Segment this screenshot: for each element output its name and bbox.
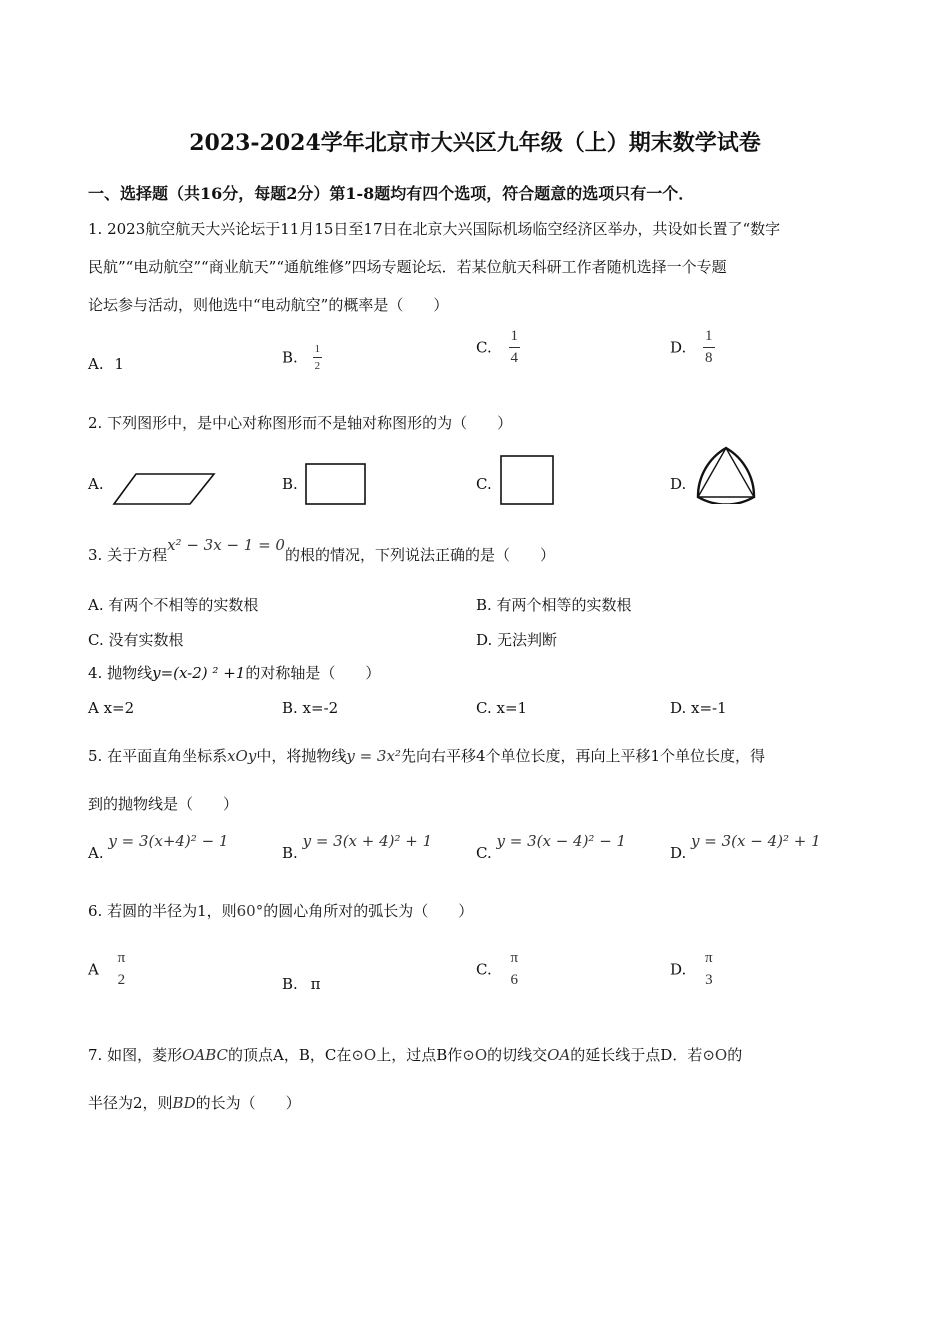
q2-option-c-label: C. — [476, 475, 492, 493]
fraction-denominator: 6 — [510, 972, 519, 988]
q7-text-d: 的切线交 — [487, 1046, 548, 1064]
q4-option-b: B. x=-2 — [282, 699, 339, 717]
fraction-bar — [509, 347, 521, 348]
q1-option-c — [476, 328, 520, 367]
q2-text: 2. 下列图形中，是中心对称图形而不是轴对称图形的为（ ） — [88, 414, 513, 432]
option-label: C. — [476, 960, 492, 979]
fraction — [703, 328, 715, 367]
q1-option-d — [670, 328, 715, 367]
fraction — [313, 343, 323, 372]
option-label: A. — [88, 844, 104, 862]
option-label: D. — [670, 960, 687, 979]
q5-option-d — [670, 832, 821, 862]
q7-line-1 — [88, 1036, 742, 1074]
fraction — [116, 950, 128, 989]
fraction — [509, 950, 521, 989]
q7-text-a: 7. 如图，菱形 — [88, 1046, 183, 1064]
q5-option-a — [88, 832, 229, 862]
option-label: B. — [282, 348, 298, 367]
option-label: C. — [476, 338, 492, 357]
option-label: B. — [282, 975, 298, 993]
fraction — [509, 328, 521, 367]
q7-text-h: 的长为（ ） — [195, 1094, 301, 1112]
q7-line-2 — [88, 1084, 301, 1122]
parallelogram-figure — [112, 472, 216, 506]
q1-line-3: 论坛参与活动，则他选中“电动航空”的概率是（ ） — [88, 296, 449, 314]
q3-option-b: B. 有两个相等的实数根 — [476, 596, 632, 614]
fraction-bar — [703, 347, 715, 348]
q5-suffix: 先向右平移4个单位长度，再向上平移1个单位长度，得 — [400, 747, 766, 765]
q5-parabola: y = 3x² — [346, 747, 401, 765]
fraction-numerator: π — [510, 950, 519, 966]
square-figure — [499, 454, 555, 506]
option-label: A — [88, 960, 99, 979]
q6-suffix: 的圆心角所对的弧长为（ ） — [263, 902, 474, 920]
q4-expression: y=(x-2) ² +1 — [152, 664, 246, 682]
option-label: A. — [88, 355, 104, 373]
option-label: D. — [670, 844, 687, 862]
option-label: D. — [670, 338, 687, 357]
q5-mid: 中，将抛物线 — [256, 747, 347, 765]
q7-text-e: 的延长线于点D．若 — [570, 1046, 703, 1064]
q1-option-b — [282, 343, 322, 372]
reuleaux-triangle-figure — [692, 442, 760, 504]
option-expression: y = 3(x+4)² − 1 — [108, 832, 229, 850]
q7-circle-2: ⊙O — [462, 1046, 488, 1064]
q1-line-1: 1. 2023航空航天大兴论坛于11月15日至17日在北京大兴国际机场临空经济区举办，共设如长置了“数字 — [88, 220, 781, 238]
q7-rhombus: OABC — [182, 1046, 229, 1064]
q3-equation: x² − 3x − 1 = 0 — [167, 536, 285, 554]
q2-option-b-label: B. — [282, 475, 298, 493]
option-expression: y = 3(x − 4)² − 1 — [496, 832, 627, 850]
option-expression: y = 3(x − 4)² + 1 — [691, 832, 821, 850]
q1-line-2: 民航”“电动航空”“商业航天”“通航维修”四场专题论坛．若某位航天科研工作者随机选择一个专题 — [88, 258, 727, 276]
q6-option-c — [476, 950, 520, 989]
fraction-numerator: π — [705, 950, 713, 966]
q2-option-d-label: D. — [670, 475, 687, 493]
q4-suffix: 的对称轴是（ ） — [245, 664, 381, 682]
page-title: 2023-2024学年北京市大兴区九年级（上）期末数学试卷 — [189, 130, 761, 156]
q3-prefix: 3. 关于方程 — [88, 546, 168, 564]
option-label: B. — [282, 844, 298, 862]
q6-option-a — [88, 950, 127, 989]
fraction-denominator: 2 — [314, 360, 321, 372]
q7-segment-oa: OA — [547, 1046, 571, 1064]
q5-option-b — [282, 832, 433, 862]
fraction-bar — [509, 969, 521, 970]
q6-option-b — [282, 975, 320, 993]
fraction-denominator: 4 — [510, 350, 518, 366]
q3-option-a: A. 有两个不相等的实数根 — [88, 596, 259, 614]
fraction-numerator: 1 — [705, 328, 713, 344]
q3-text — [88, 536, 555, 574]
rectangle-figure — [304, 462, 368, 506]
q5-option-c — [476, 832, 627, 862]
q2-option-a-label: A. — [88, 475, 104, 493]
fraction-bar — [116, 969, 128, 970]
fraction-denominator: 8 — [705, 350, 713, 366]
q1-option-a — [88, 355, 124, 373]
q3-option-c: C. 没有实数根 — [88, 631, 184, 649]
q5-prefix: 5. 在平面直角坐标系 — [88, 747, 228, 765]
fraction-numerator: π — [117, 950, 126, 966]
fraction — [703, 950, 715, 989]
q5-coordinate-system: xOy — [227, 747, 257, 765]
q6-prefix: 6. 若圆的半径为1，则 — [88, 902, 237, 920]
q4-option-a: A x=2 — [88, 699, 135, 717]
q4-text — [88, 654, 380, 692]
option-expression: y = 3(x + 4)² + 1 — [302, 832, 433, 850]
q6-option-d — [670, 950, 715, 989]
q7-circle-1: ⊙O — [351, 1046, 377, 1064]
q4-prefix: 4. 抛物线 — [88, 664, 153, 682]
section-heading: 一、选择题（共16分，每题2分）第1-8题均有四个选项，符合题意的选项只有一个． — [88, 184, 695, 203]
q6-text — [88, 892, 473, 930]
q4-option-d: D. x=-1 — [670, 699, 727, 717]
q5-line-2: 到的抛物线是（ ） — [88, 795, 239, 813]
q7-circle-3: ⊙O — [702, 1046, 728, 1064]
option-label: C. — [476, 844, 492, 862]
fraction-denominator: 3 — [705, 972, 713, 988]
q7-text-f: 的 — [727, 1046, 743, 1064]
fraction-numerator: 1 — [314, 343, 321, 355]
option-value: π — [310, 975, 321, 993]
q5-line-1 — [88, 737, 765, 775]
fraction-bar — [313, 357, 323, 358]
q4-option-c: C. x=1 — [476, 699, 528, 717]
fraction-denominator: 2 — [117, 972, 126, 988]
q7-text-b: 的顶点A，B，C在 — [228, 1046, 352, 1064]
q3-suffix: 的根的情况，下列说法正确的是（ ） — [284, 546, 555, 564]
q6-angle: 60° — [236, 902, 264, 920]
q7-text-g: 半径为2，则 — [88, 1094, 173, 1112]
fraction-numerator: 1 — [510, 328, 518, 344]
fraction-bar — [703, 969, 715, 970]
q3-option-d: D. 无法判断 — [476, 631, 558, 649]
q7-segment-bd: BD — [172, 1094, 196, 1112]
option-value: 1 — [114, 355, 124, 373]
q7-text-c: 上，过点B作 — [376, 1046, 463, 1064]
